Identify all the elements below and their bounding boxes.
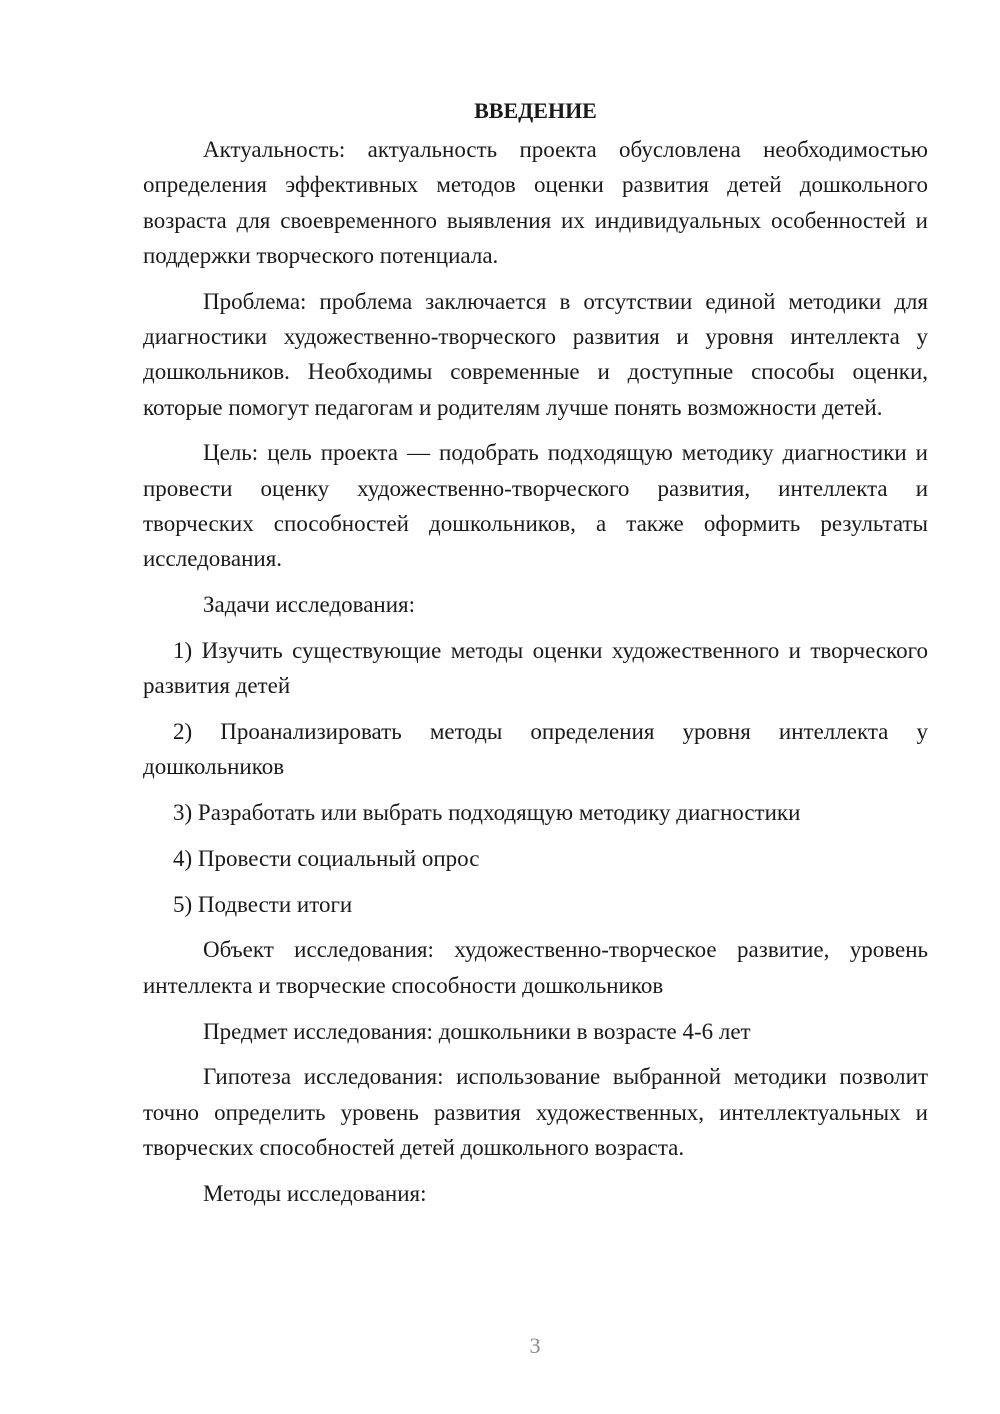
paragraph-relevance: Актуальность: актуальность проекта обусловлена необходимостью определения эффективных методов оценки развития детей дошкольного возраста для своевременного выявления их индивидуальных особенностей и поддержки творческого потенциала. (143, 137, 928, 268)
paragraph-tasks-heading: Задачи исследования: (203, 592, 416, 618)
paragraph-methods-heading: Методы исследования: (203, 1180, 427, 1206)
task-item-2: 2) Проанализировать методы определения уровня интеллекта у дошкольников (143, 718, 928, 780)
paragraph-object: Объект исследования: художественно-творческое развитие, уровень интеллекта и творческие способности дошкольников (143, 937, 928, 998)
task-item-3: 3) Разработать или выбрать подходящую методику диагностики (173, 800, 801, 826)
paragraph-subject: Предмет исследования: дошкольники в возрасте 4-6 лет (203, 1018, 751, 1044)
task-item-5: 5) Подвести итоги (173, 891, 353, 917)
task-item-4: 4) Провести социальный опрос (173, 845, 480, 871)
task-item-1: 1) Изучить существующие методы оценки художественного и творческого развития детей (143, 637, 928, 699)
document-page (143, 93, 928, 1222)
section-title: ВВЕДЕНИЕ (474, 98, 597, 123)
paragraph-hypothesis: Гипотеза исследования: использование выбранной методики позволит точно определить уровень развития художественных, интеллектуальных и творческих способностей детей дошкольного возраста. (143, 1064, 928, 1160)
paragraph-goal: Цель: цель проекта — подобрать подходящую методику диагностики и провести оценку художественно-творческого развития, интеллекта и творческих способностей дошкольников, а также оформить результаты исследования. (143, 440, 928, 572)
paragraph-problem: Проблема: проблема заключается в отсутствии единой методики для диагностики художественно-творческого развития и уровня интеллекта у дошкольников. Необходимы современные и доступные способы оценки, которые помогут педагогам и родителям лучше понять возможности детей. (143, 288, 928, 420)
page-number: 3 (529, 1333, 541, 1358)
